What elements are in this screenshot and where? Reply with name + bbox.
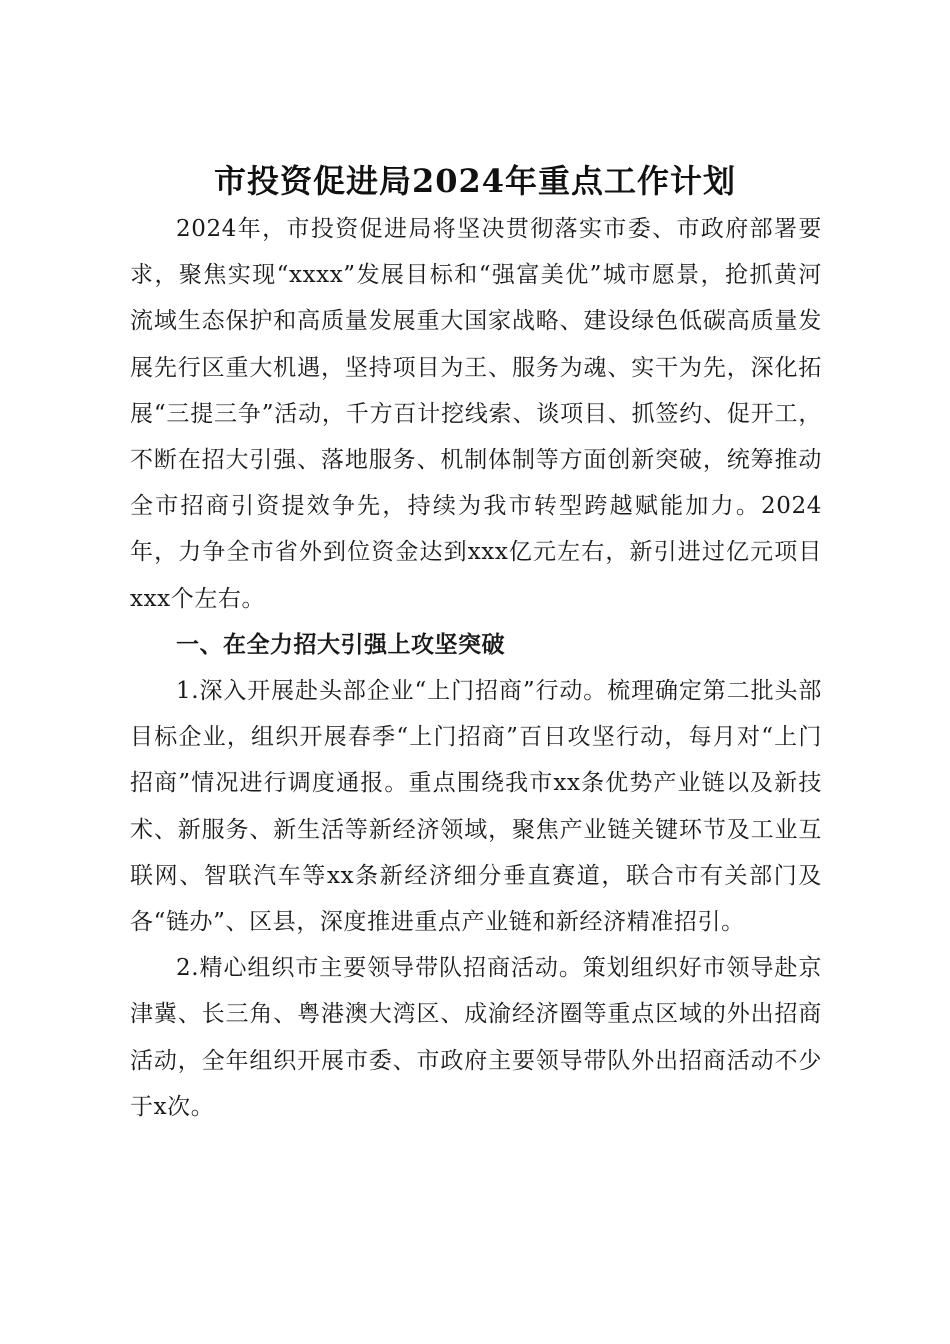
- section1-item-1: 1.深入开展赴头部企业“上门招商”行动。梳理确定第二批头部目标企业，组织开展春季“上门招商”百日攻坚行动，每月对“上门招商”情况进行调度通报。重点围绕我市xx条优势产业链以及新技术、新服务、新生活等新经济领域，聚焦产业链关键环节及工业互联网、智联汽车等xx条新经济细分垂直赛道，联合市有关部门及各“链办”、区县，深度推进重点产业链和新经济精准招引。: [130, 678, 822, 936]
- intro-paragraph: 2024年，市投资促进局将坚决贯彻落实市委、市政府部署要求，聚焦实现“xxxx”发展目标和“强富美优”城市愿景，抢抓黄河流域生态保护和高质量发展重大国家战略、建设绿色低碳高质量发展先行区重大机遇，坚持项目为王、服务为魂、实干为先，深化拓展“三提三争”活动，千方百计挖线索、谈项目、抓签约、促开工，不断在招大引强、落地服务、机制体制等方面创新突破，统筹推动全市招商引资提效争先，持续为我市转型跨越赋能加力。2024年，力争全市省外到位资金达到xxx亿元左右，新引进过亿元项目xxx个左右。: [130, 216, 822, 612]
- document-body: [130, 206, 822, 1130]
- document-title: 市投资促进局2024年重点工作计划: [213, 162, 737, 201]
- section1-item-2: 2.精心组织市主要领导带队招商活动。策划组织好市领导赴京津冀、长三角、粤港澳大湾区、成渝经济圈等重点区域的外出招商活动，全年组织开展市委、市政府主要领导带队外出招商活动不少于x次。: [130, 955, 822, 1120]
- section-heading-1: 一、在全力招大引强上攻坚突破: [176, 631, 505, 658]
